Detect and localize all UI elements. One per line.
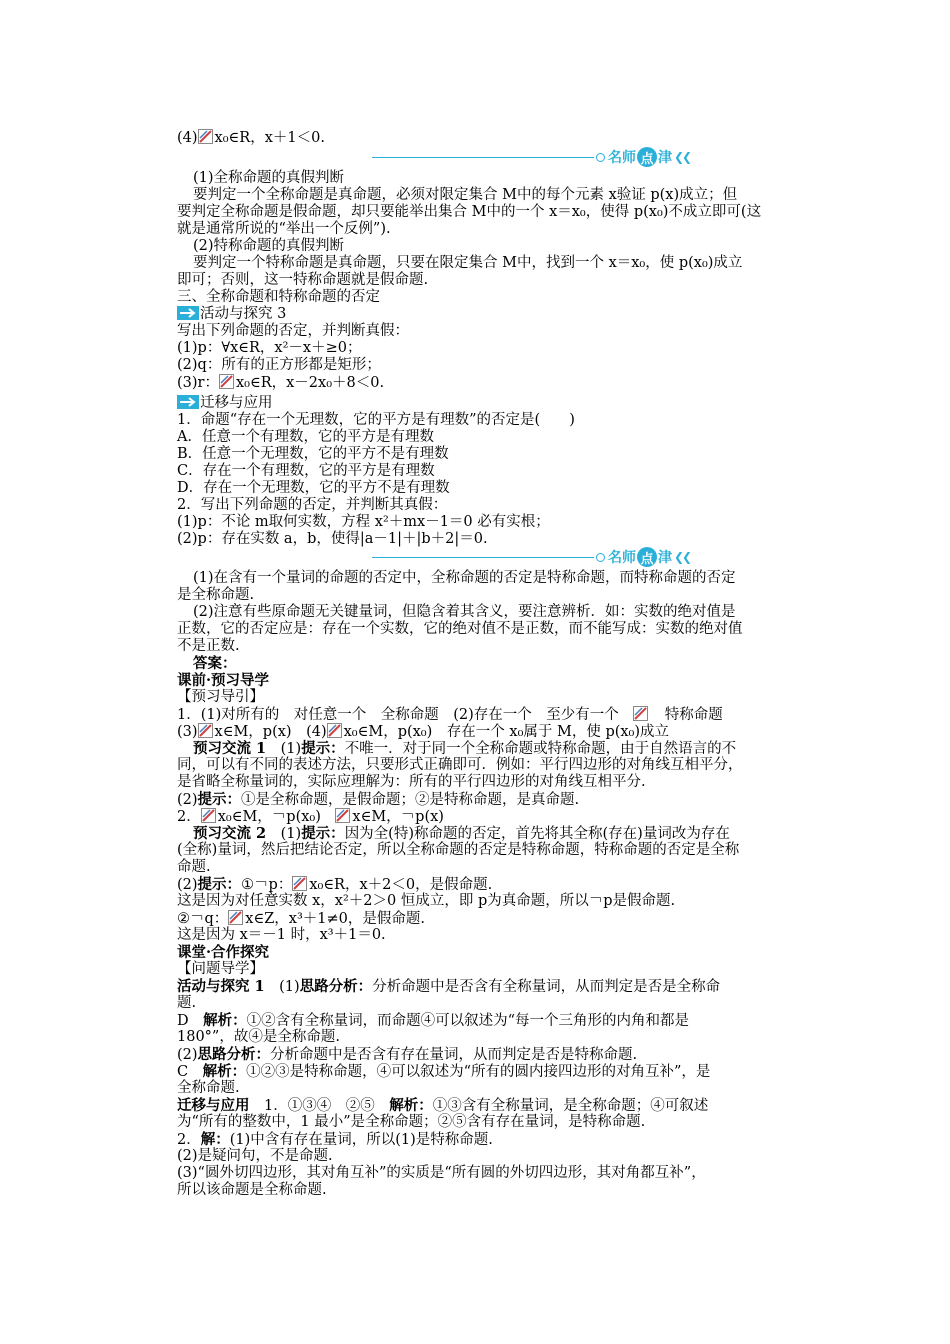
text-line: 全称命题. xyxy=(177,1080,240,1096)
text-line: 1．(1)对所有的 对任意一个 全称命题 (2)存在一个 至少有一个 特称命题 xyxy=(177,707,723,723)
practice-heading: 迁移与应用 xyxy=(177,395,273,412)
section-heading: 课前·预习导学 xyxy=(177,672,270,689)
section-heading: 三、全称命题和特称命题的否定 xyxy=(177,289,380,305)
text-line: (2)注意有些原命题无关键量词，但隐含着其含义，要注意辨析．如：实数的绝对值是 xyxy=(193,604,736,620)
text-line: (2)q：所有的正方形都是矩形； xyxy=(177,357,381,373)
answer-heading: 答案： xyxy=(193,655,237,672)
text-line: 即可；否则，这一特称命题就是假命题. xyxy=(177,272,429,288)
option-c: C．存在一个有理数，它的平方是有理数 xyxy=(177,463,435,479)
text-line: 题. xyxy=(177,995,197,1011)
forall-symbol-icon xyxy=(228,910,243,925)
text-line: (3) x∈M，p(x) (4) x₀∈M，p(x₀) 存在一个 x₀属于 M，使 p(x₀)成立 xyxy=(177,724,670,740)
text-line: 同，可以有不同的表述方法，只要形式正确即可．例如：平行四边形的对角线互相平分， xyxy=(177,757,743,773)
text-line: (2)特称命题的真假判断 xyxy=(193,238,345,254)
option-d: D．存在一个无理数，它的平方不是有理数 xyxy=(177,480,450,496)
exists-symbol-icon xyxy=(633,706,648,721)
text-line: (2)思路分析：分析命题中是否含有存在量词，从而判定是否是特称命题. xyxy=(177,1046,638,1063)
arrow-icon xyxy=(177,395,199,409)
text-line: (2)p：存在实数 a，b，使得|a－1|＋|b＋2|＝0. xyxy=(177,531,488,547)
text-line: 2．写出下列命题的否定，并判断其真假： xyxy=(177,497,448,513)
text-line: (1)在含有一个量词的命题的否定中，全称命题的否定是特称命题，而特称命题的否定 xyxy=(193,570,736,586)
subsection-heading: 【预习导引】 xyxy=(177,689,264,705)
tip-divider: 名师 点 津 ❮❮ xyxy=(372,546,702,568)
subsection-heading: 【问题导学】 xyxy=(177,961,264,977)
text-line: 要判定一个全称命题是真命题，必须对限定集合 M中的每个元素 x验证 p(x)成立；但 xyxy=(193,187,738,203)
text-line: 为“所有的整数中，1 最小”是全称命题；②⑤含有存在量词，是特称命题. xyxy=(177,1114,646,1130)
activity-heading: 活动与探究 3 xyxy=(177,306,286,323)
text-line: (2)提示：①￢p： x₀∈R，x＋2＜0，是假命题. xyxy=(177,876,493,893)
text-line: 所以该命题是全称命题. xyxy=(177,1182,327,1198)
text-line: 1．命题“存在一个无理数，它的平方是有理数”的否定是( ) xyxy=(177,412,575,428)
forall-symbol-icon xyxy=(198,723,213,738)
text-line: 正数，它的否定应是：存在一个实数，它的绝对值不是正数，而不能写成：实数的绝对值 xyxy=(177,621,743,637)
text-line: 这是因为 x＝－1 时，x³＋1＝0. xyxy=(177,927,386,943)
text-line: 活动与探究 1 (1)思路分析：分析命题中是否含有全称量词，从而判定是否是全称命 xyxy=(177,978,721,995)
text-line: 不是正数. xyxy=(177,638,240,654)
text-line: 预习交流 1 (1)提示：不唯一．对于同一个全称命题或特称命题，由于自然语言的不 xyxy=(193,740,737,757)
text-line: ②￢q： x∈Z，x³＋1≠0，是假命题. xyxy=(177,911,425,927)
forall-symbol-icon xyxy=(335,808,350,823)
text-line: 2． x₀∈M，￢p(x₀) x∈M，￢p(x) xyxy=(177,809,444,825)
text-line: (1)全称命题的真假判断 xyxy=(193,170,345,186)
text-line: 2．解：(1)中含有存在量词，所以(1)是特称命题. xyxy=(177,1131,493,1148)
exists-symbol-icon xyxy=(198,129,213,144)
text-line: (3)“圆外切四边形，其对角互补”的实质是“所有圆的外切四边形，其对角都互补”， xyxy=(177,1165,706,1181)
text-line: 预习交流 2 (1)提示：因为全(特)称命题的否定，首先将其全称(存在)量词改为存在 xyxy=(193,825,730,842)
text-line: (1)p：∀x∈R，x²－x＋≥0； xyxy=(177,340,362,356)
text-line: 迁移与应用 1．①③④ ②⑤ 解析：①③含有全称量词，是全称命题；④可叙述 xyxy=(177,1097,709,1114)
text-line: 180°”，故④是全称命题. xyxy=(177,1029,340,1045)
text-line: C 解析：①②③是特称命题，④可以叙述为“所有的圆内接四边形的对角互补”，是 xyxy=(177,1063,711,1080)
option-a: A．任意一个有理数，它的平方是有理数 xyxy=(177,429,434,445)
text-line: 这是因为对任意实数 x，x²＋2＞0 恒成立，即 p为真命题，所以￢p是假命题. xyxy=(177,893,676,909)
text-line: 要判定一个特称命题是真命题，只要在限定集合 M中，找到一个 x＝x₀，使 p(x₀)成立 xyxy=(193,255,743,271)
exists-symbol-icon xyxy=(292,876,307,891)
text-line: 写出下列命题的否定，并判断真假： xyxy=(177,323,409,339)
text-line: 是省略全称量词的，实际应理解为：所有的平行四边形的对角线互相平分. xyxy=(177,774,646,790)
option-b: B．任意一个无理数，它的平方不是有理数 xyxy=(177,446,449,462)
text-line: (2)是疑问句，不是命题. xyxy=(177,1148,333,1164)
text-line: 就是通常所说的“举出一个反例”). xyxy=(177,221,391,237)
text-line: 要判定全称命题是假命题，却只要能举出集合 M中的一个 x＝x₀，使得 p(x₀)不成立即可(这 xyxy=(177,204,762,220)
tip-divider: 名师 点 津 ❮❮ xyxy=(372,146,702,168)
exists-symbol-icon xyxy=(201,808,216,823)
text-line: (4) x₀∈R，x＋1＜0. xyxy=(177,130,325,146)
section-heading: 课堂·合作探究 xyxy=(177,944,270,961)
text-line: (2)提示：①是全称命题，是假命题；②是特称命题，是真命题. xyxy=(177,791,580,808)
arrow-icon xyxy=(177,306,199,320)
text-line: (全称)量词，然后把结论否定，所以全称命题的否定是特称命题，特称命题的否定是全称 xyxy=(177,842,740,858)
exists-symbol-icon xyxy=(327,723,342,738)
text-line: 命题. xyxy=(177,859,211,875)
text-line: 是全称命题. xyxy=(177,587,255,603)
exists-symbol-icon xyxy=(219,374,234,389)
text-line: (1)p：不论 m取何实数，方程 x²＋mx－1＝0 必有实根； xyxy=(177,514,550,530)
text-line: D 解析：①②含有全称量词，而命题④可以叙述为“每一个三角形的内角和都是 xyxy=(177,1012,690,1029)
text-line: (3)r： x₀∈R，x－2x₀＋8＜0. xyxy=(177,375,385,391)
